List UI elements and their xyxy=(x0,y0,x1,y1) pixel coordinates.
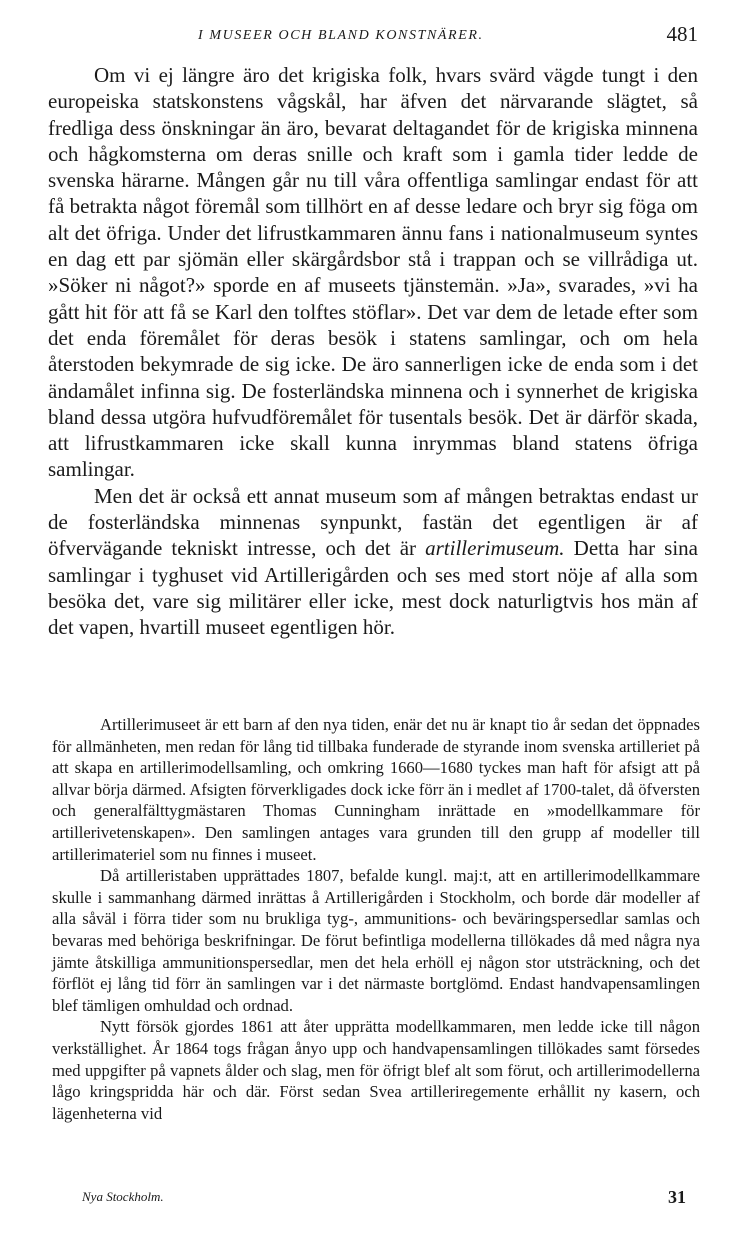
main-text xyxy=(48,62,698,641)
note-paragraph-1: Artillerimuseet är ett barn af den nya tiden, enär det nu är knapt tio år sedan det öppnades för allmänheten, men redan för lång tid tillbaka funderade de styrande inom svenska artilleriet på att skapa en artillerimodellsamling, och omkring 1660—1680 tyckes man haft för afsigt att på allvar börja därmed. Afsigten förverkligades dock icke förr än i medlet af 1700-talet, då öfversten och generalfälttygmästaren Thomas Cunningham inrättade en »modellkammare för artillerivetenskapen». Den samlingen antages vara grunden till den grupp af modeller till artillerimateriel som nu finnes i museet. xyxy=(52,715,700,864)
sheet-number: 31 xyxy=(668,1187,686,1207)
page-footer xyxy=(82,1187,686,1215)
note-paragraph-3: Nytt försök gjordes 1861 att åter upprätta modellkammaren, men ledde icke till någon verkställighet. År 1864 togs frågan ånyo upp och handvapensamlingen tillökades samt försedes med uppgifter på vapnets ålder och slag, men för öfrigt blef alt som förut, och artillerimodellerna lågo kringspridda här och där. Först sedan Svea artilleriregemente erhållit ny kasern, och lägenheterna vid xyxy=(52,1017,700,1123)
small-print-section xyxy=(52,714,700,1124)
main-paragraph-2-end: Detta har sina samlingar i tyghuset vid Artillerigården och ses med stort nöje af alla som besöka det, vare sig militärer eller icke, mest dock naturligtvis hos män af det vapen, hvartill museet egentligen hör. xyxy=(48,536,698,640)
printer-signature: Nya Stockholm. xyxy=(82,1189,164,1204)
note-paragraph-2: Då artilleristaben upprättades 1807, befalde kungl. maj:t, att en artillerimodellkammare skulle i sammanhang därmed inrättas å Artillerigården i Stockholm, och borde där modeller af alla såväl i förra tider som nu brukliga tyg-, ammunitions- och beväringspersedlar samlas och bevaras med behöriga beskrifningar. De förut befintliga modellerna tillökades då med några nya jämte åtskilliga ammunitionspersedlar, men det hela erhöll ej någon stor utsträckning, och det förflöt ej lång tid förr än samlingen var i det närmaste bortglömd. Endast handvapensamlingen blef tämligen omhuldad och ordnad. xyxy=(52,866,700,1015)
page-number: 481 xyxy=(666,22,698,46)
page-header xyxy=(48,22,698,50)
main-paragraph-2 xyxy=(48,483,698,641)
artillerimuseum-emphasis: artillerimuseum. xyxy=(425,536,565,561)
main-paragraph-1: Om vi ej längre äro det krigiska folk, hvars svärd vägde tungt i den europeiska statskonstens vågskål, har äfven det närvarande slägtet, så fredliga dess önskningar än äro, bevarat deltagandet för de krigiska minnena och hågkomsterna om deras snille och kraft som i gamla tider ledde de svenska härarne. Mången går nu till våra offentliga samlingar endast för att få betrakta något föremål som tillhört en af desse ledare och bryr sig föga om alt det öfriga. Under det lifrustkammaren ännu fans i nationalmuseum syntes en dag ett par sjömän eller skärgårdsbor stå i trappan och se villrådiga ut. »Söker ni något?» sporde en af museets tjänstemän. »Ja», svarades, »vi ha gått hit för att få se Karl den tolftes stöflar». Det var dem de letade efter som det enda föremålet för deras besök i statens samlingar, och om hela återstoden bekymrade de sig icke. De äro sannerligen icke de enda som i det ändamålet infinna sig. De fosterländska minnena och i synnerhet de krigiska bland dessa utgöra hufvudföremålet för tusentals besök. Det är därför skada, att lifrustkammaren icke skall kunna inrymmas bland statens öfriga samlingar. xyxy=(48,63,698,482)
main-paragraph-2-start: Men det är också ett annat museum som af mången betraktas endast ur de fosterländska minnenas synpunkt, fastän det egentligen är af öfvervägande tekniskt intresse, och det är xyxy=(48,483,698,561)
running-head: I MUSEER OCH BLAND KONSTNÄRER. xyxy=(198,28,484,43)
